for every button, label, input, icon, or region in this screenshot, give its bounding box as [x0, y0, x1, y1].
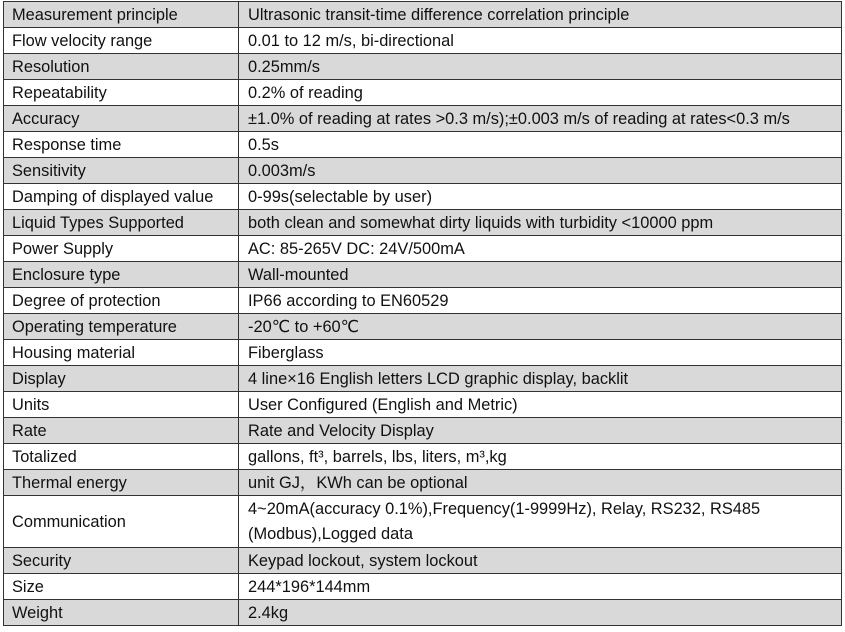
spec-value: User Configured (English and Metric) [239, 392, 842, 418]
table-row [4, 470, 842, 496]
spec-value: Fiberglass [239, 340, 842, 366]
table-row [4, 574, 842, 600]
spec-value: 0.5s [239, 132, 842, 158]
spec-value: Keypad lockout, system lockout [239, 548, 842, 574]
spec-label: Degree of protection [4, 288, 239, 314]
spec-label: Housing material [4, 340, 239, 366]
spec-label: Accuracy [4, 106, 239, 132]
spec-label: Repeatability [4, 80, 239, 106]
table-row [4, 158, 842, 184]
spec-label: Weight [4, 600, 239, 626]
spec-label: Communication [4, 496, 239, 548]
spec-value: 4 line×16 English letters LCD graphic display, backlit [239, 366, 842, 392]
spec-label: Measurement principle [4, 2, 239, 28]
table-row [4, 392, 842, 418]
table-row [4, 236, 842, 262]
spec-label: Response time [4, 132, 239, 158]
table-row [4, 340, 842, 366]
spec-value: 0.25mm/s [239, 54, 842, 80]
table-row [4, 366, 842, 392]
spec-label: Totalized [4, 444, 239, 470]
spec-value: ±1.0% of reading at rates >0.3 m/s);±0.003 m/s of reading at rates<0.3 m/s [239, 106, 842, 132]
table-row [4, 548, 842, 574]
spec-value: 2.4kg [239, 600, 842, 626]
spec-label: Rate [4, 418, 239, 444]
spec-value: Rate and Velocity Display [239, 418, 842, 444]
table-row [4, 28, 842, 54]
table-row [4, 418, 842, 444]
table-row [4, 600, 842, 626]
spec-value: 0.003m/s [239, 158, 842, 184]
spec-label: Security [4, 548, 239, 574]
table-row [4, 2, 842, 28]
spec-label: Power Supply [4, 236, 239, 262]
table-row [4, 80, 842, 106]
spec-label: Display [4, 366, 239, 392]
spec-label: Damping of displayed value [4, 184, 239, 210]
specification-table-body [4, 2, 842, 626]
spec-label: Flow velocity range [4, 28, 239, 54]
table-row [4, 444, 842, 470]
spec-value: IP66 according to EN60529 [239, 288, 842, 314]
table-row [4, 210, 842, 236]
spec-value: AC: 85-265V DC: 24V/500mA [239, 236, 842, 262]
table-row [4, 314, 842, 340]
spec-label: Thermal energy [4, 470, 239, 496]
spec-value: 0.01 to 12 m/s, bi-directional [239, 28, 842, 54]
spec-value: 244*196*144mm [239, 574, 842, 600]
spec-label: Sensitivity [4, 158, 239, 184]
table-row [4, 288, 842, 314]
spec-value: 0.2% of reading [239, 80, 842, 106]
table-row [4, 184, 842, 210]
spec-value: gallons, ft³, barrels, lbs, liters, m³,kg [239, 444, 842, 470]
table-row [4, 262, 842, 288]
spec-value: 0-99s(selectable by user) [239, 184, 842, 210]
table-row [4, 106, 842, 132]
spec-value: 4~20mA(accuracy 0.1%),Frequency(1-9999Hz), Relay, RS232, RS485 (Modbus),Logged data [239, 496, 842, 548]
spec-label: Resolution [4, 54, 239, 80]
table-row [4, 54, 842, 80]
spec-value: Wall-mounted [239, 262, 842, 288]
spec-label: Units [4, 392, 239, 418]
spec-label: Enclosure type [4, 262, 239, 288]
spec-value: both clean and somewhat dirty liquids with turbidity <10000 ppm [239, 210, 842, 236]
specification-table [3, 1, 842, 626]
spec-label: Size [4, 574, 239, 600]
spec-label: Operating temperature [4, 314, 239, 340]
spec-value: unit GJ，KWh can be optional [239, 470, 842, 496]
table-row [4, 496, 842, 548]
spec-value: -20℃ to +60℃ [239, 314, 842, 340]
table-row [4, 132, 842, 158]
spec-value: Ultrasonic transit-time difference correlation principle [239, 2, 842, 28]
spec-label: Liquid Types Supported [4, 210, 239, 236]
